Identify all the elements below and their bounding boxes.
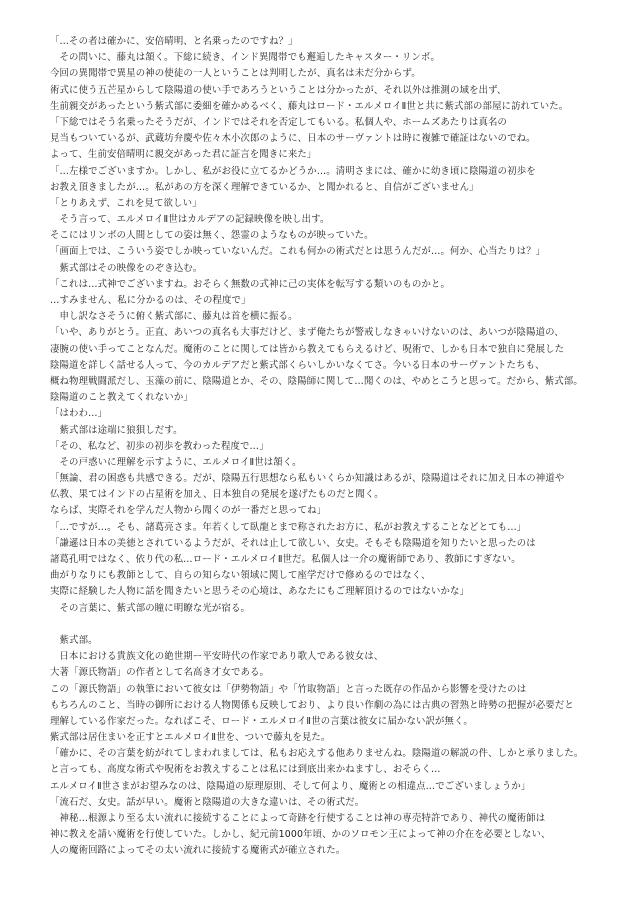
text-line: 概ね物理戦闘派だし、玉藻の前に、陰陽道とか、その、陰陽師に関して…聞くのは、やめとこうと思って。だから、紫式部。	[50, 375, 583, 387]
text-line: 「…その者は確かに、安倍晴明、と名乗ったのですね？」	[50, 36, 298, 47]
text-line: 諸葛孔明ではなく、依り代の私…ロード・エルメロイⅡ世だ。私個人は一介の魔術師であり、教師にすぎない。	[50, 554, 521, 565]
text-line: 仏教、果てはインドの占星術を加え、日本独自の発展を遂げたものだと聞く。	[50, 489, 384, 501]
text-line: 紫式部は居住まいを正すとエルメロイⅡ世を、ついで藤丸を見た。	[50, 732, 331, 744]
text-line: 紫式部。	[50, 634, 98, 646]
text-line: よって、生前安倍晴明に親交があった君に証言を聞きに来た」	[50, 149, 317, 161]
text-line: 凄腕の使い手ってことなんだ。魔術のことに関しては皆から教えてもらえるけど、呪術で、しかも日本で独自に発展した	[50, 343, 565, 355]
text-line: その戸惑いに理解を示すように、エルメロイⅡ世は頷く。	[50, 456, 302, 468]
text-line: 術式に使う五芒星からして陰陽道の使い手であろうということは分かったが、それ以外は推測の域を出ず、	[50, 84, 507, 96]
text-line: 神に教えを請い魔術を行使していた。しかし、紀元前1000年頃、かのソロモン王によって神の介在を必要としない、	[50, 829, 551, 841]
text-line: この「源氏物語」の執筆において彼女は「伊勢物語」や「竹取物語」と言った既存の作品から影響を受けたのは	[50, 683, 527, 695]
text-line: 今回の異聞帯で異星の神の使徒の一人ということは判明したが、真名は未だ分からず。	[50, 68, 421, 80]
text-line: 「はわわ…」	[50, 408, 108, 420]
text-line: 見当もついているが、武蔵坊弁慶や佐々木小次郎のように、日本のサーヴァントは時に複雑で確証はないのでね。	[50, 133, 536, 145]
text-line: 「確かに、その言葉を紡がれてしまわれましては、私もお応えする他ありませんね。陰陽道の解説の件、しかと承りました。	[50, 748, 584, 760]
text-line: 「画面上では、こういう姿でしか映っていないんだ。これも何かの術式だとは思うんだが…。何か、心当たりは？」	[50, 246, 546, 258]
text-line: 「下総ではそう名乗ったそうだが、インドではそれを否定してもいる。私個人や、ホームズあたりは真名の	[50, 116, 508, 128]
text-line: 紫式部は途端に狼狽しだす。	[50, 424, 183, 436]
blank-line	[50, 617, 592, 633]
text-line: 大著「源氏物語」の作者として名高き才女である。	[50, 667, 270, 679]
text-line: 生前親交があったという紫式部に委細を確かめるべく、藤丸はロード・エルメロイⅡ世と共に紫式部の部屋に訪れていた。	[50, 100, 569, 112]
text-line: 「…左様でございますか。しかし、私がお役に立てるかどうか…。清明さまには、確かに幼き頃に陰陽道の初歩を	[50, 165, 536, 177]
text-line: 「いや、ありがとう。正直、あいつの真名も大事だけど、まず俺たちが警戒しなきゃいけないのは、あいつが陰陽道の、	[50, 327, 564, 339]
text-line: エルメロイⅡ世さまがお望みなのは、陰陽道の原理原則、そして何より、魔術との相違点…でございましょうか」	[50, 780, 531, 792]
text-line: お教え頂きましたが…。私があの方を深く理解できているか、と聞かれると、自信がございません」	[50, 181, 479, 193]
text-line: 「これは…式神でございますね。おそらく無数の式神に己の実体を転写する類いのものかと。	[50, 278, 451, 290]
text-line: その言葉に、紫式部の瞳に明瞭な光が宿る。	[50, 602, 251, 614]
text-line: 「流石だ、女史。話が早い。魔術と陰陽道の大きな違いは、その術式だ。	[50, 796, 365, 808]
text-line: その問いに、藤丸は頷く。下総に続き、インド異聞帯でも邂逅したキャスター・リンボ。	[50, 52, 440, 64]
text-line: 「無論、君の困惑も共感できる。だが、陰陽五行思想なら私もいくらか知識はあるが、陰陽道はそれに加え日本の神道や	[50, 473, 565, 485]
text-line: ならば、実際それを学んだ人物から聞くのが一番だと思ってね」	[50, 505, 327, 517]
text-line: そこにはリンボの人間としての姿は無く、怨霊のようなものが映っていた。	[50, 230, 374, 242]
text-line: 神秘…根源より至る太い流れに接続することによって奇跡を行使することは神の専売特許であり、神代の魔術師は	[50, 813, 546, 824]
text-line: 曲がりなりにも教師として、自らの知らない領域に関して座学だけで修めるのではなく、	[50, 570, 431, 582]
text-line: 「…ですが…。そも、諸葛亮さま。年若くして臥龍とまで称されたお方に、私がお教えすることなどとても…」	[50, 521, 527, 533]
text-line: もちろんのこと、当時の御所における人物関係も反映しており、より良い作劇の為には古典の習熟と時勢の把握が必要だと	[50, 699, 574, 711]
text-line: 理解している作家だった。なればこそ、ロード・エルメロイⅡ世の言葉は彼女に届かない訳が無く。	[50, 715, 473, 727]
text-line: 申し訳なさそうに俯く紫式部に、藤丸は首を横に振る。	[50, 311, 298, 323]
text-line: 人の魔術回路によってその太い流れに接続する魔術式が確立された。	[50, 845, 346, 857]
text-line: と言っても、高度な術式や呪術をお教えすることは私には到底出来かねますし、おそらく…	[50, 764, 441, 776]
text-line: そう言って、エルメロイⅡ世はカルデアの記録映像を映し出す。	[50, 214, 330, 226]
text-line: 紫式部はその映像をのぞき込む。	[50, 262, 203, 274]
text-line: 陰陽道を詳しく話せる人って、今のカルデアだと紫式部くらいしかいなくてさ。今いる日本のサーヴァントたちも、	[50, 359, 545, 371]
text-line: 陰陽道のこと教えてくれないか」	[50, 392, 193, 404]
text-line: 日本における貴族文化の絶世期ー平安時代の作家であり歌人である彼女は、	[50, 651, 384, 663]
text-line: 「謙遜は日本の美徳とされているようだが、それは止して欲しい、女史。そもそも陰陽道を知りたいと思ったのは	[50, 537, 536, 549]
text-line: …すみません、私に分かるのは、その程度で」	[50, 295, 251, 306]
text-line: 「その、私など、初歩の初歩を教わった程度で…」	[50, 440, 269, 452]
text-line: 「とりあえず、これを見て欲しい」	[50, 197, 202, 209]
text-line: 実際に経験した人物に話を聞きたいと思うその心境は、あなたにもご理解頂けるのではないかな」	[50, 586, 470, 598]
